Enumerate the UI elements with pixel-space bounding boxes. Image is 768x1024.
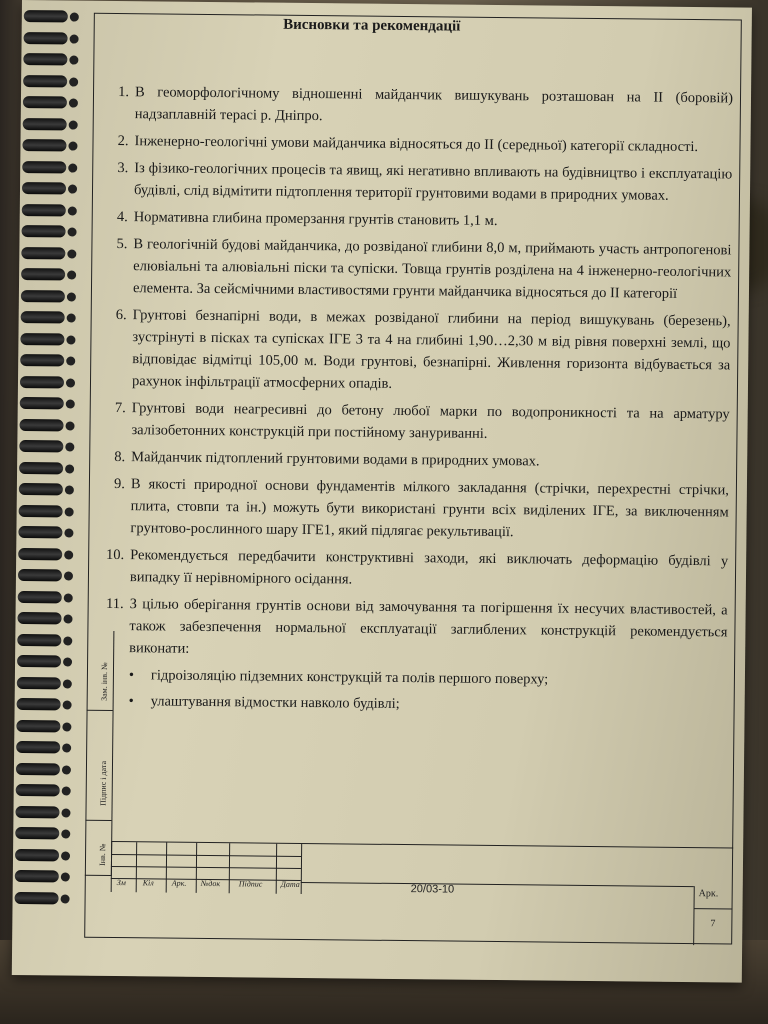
spiral-coil	[16, 741, 60, 753]
item-number: 2.	[117, 133, 129, 150]
binding-hole	[68, 227, 77, 236]
spiral-coil	[16, 719, 60, 731]
binding-hole	[70, 34, 79, 43]
spiral-coil	[23, 53, 67, 65]
binding-hole	[61, 894, 70, 903]
list-item	[98, 304, 731, 399]
binding-hole	[66, 335, 75, 344]
sheet-number: 7	[710, 918, 716, 930]
col-label-ndok: №док	[200, 878, 221, 889]
col-label-data: Дата	[280, 879, 300, 889]
conclusions-list	[95, 81, 734, 723]
spiral-coil	[21, 268, 65, 280]
sheet-box	[693, 886, 733, 945]
item-text: В геоморфологічному відношенні майданчик вишукувань розташован на ІІ (боровій) надзаплавній терасі р. Дніпро.	[134, 84, 734, 125]
col-label-pidpys: Підпис	[238, 879, 263, 889]
item-number: 1.	[118, 84, 130, 101]
item-number: 10.	[105, 546, 125, 564]
binding-hole	[61, 872, 70, 881]
binding-hole	[67, 249, 76, 258]
binding-hole	[68, 184, 77, 193]
spiral-coil	[22, 161, 66, 173]
spiral-coil	[19, 483, 63, 495]
binding-hole	[67, 313, 76, 322]
binding-hole	[62, 786, 71, 795]
spiral-coil	[17, 698, 61, 710]
list-item	[96, 544, 728, 595]
binding-hole	[65, 464, 74, 473]
side-label-replace: Зам. інв. №	[99, 662, 110, 701]
document-page	[12, 0, 752, 983]
spiral-coil	[19, 440, 63, 452]
binding-hole	[65, 507, 74, 516]
spiral-coil	[17, 633, 61, 645]
binding-hole	[63, 636, 72, 645]
binding-hole	[63, 679, 72, 688]
side-label-inventory: Інв. №	[97, 843, 108, 866]
item-number: 6.	[115, 307, 127, 324]
binding-hole	[62, 722, 71, 731]
binding-hole	[64, 593, 73, 602]
binding-hole	[69, 120, 78, 129]
revision-grid	[111, 842, 302, 894]
side-cell-inventory	[85, 821, 112, 876]
spiral-binding	[12, 10, 71, 910]
spiral-coil	[15, 870, 59, 882]
item-number: 11.	[106, 595, 124, 613]
sheet-label: Арк.	[698, 888, 719, 900]
spiral-coil	[20, 354, 64, 366]
spiral-coil	[22, 139, 66, 151]
item-text: В геологічній будові майданчика, до розвіданої глибини 8,0 м, приймають участь антропогенові елювіальні та алювіальні піски та супіски. Товща грунтів розділена на 4 інженерно-геологічних елемента. За сейсмічними властивостями грунти майданчика відносяться до ІІ категорії	[132, 236, 732, 302]
binding-hole	[69, 98, 78, 107]
list-item	[100, 206, 732, 235]
spiral-coil	[23, 96, 67, 108]
side-cell-signature	[85, 711, 112, 821]
binding-hole	[61, 808, 70, 817]
binding-hole	[68, 141, 77, 150]
binding-hole	[62, 765, 71, 774]
list-item	[97, 446, 729, 475]
title-block	[110, 841, 733, 946]
bullet-item	[129, 690, 727, 718]
binding-hole	[66, 356, 75, 365]
item-text: Із фізико-геологічних процесів та явищ, які негативно впливають на будівництво і експлуатацію будівлі, слід відмітити підтоплення території грунтовими водами в природних умовах.	[133, 160, 733, 204]
binding-hole	[67, 270, 76, 279]
item-number: 4.	[116, 209, 128, 226]
binding-hole	[61, 851, 70, 860]
bullet-text: улаштування відмостки навколо будівлі;	[150, 693, 400, 712]
spiral-coil	[21, 247, 65, 259]
bullet-mark: •	[128, 693, 134, 710]
col-label-kil: Кіл	[142, 878, 154, 888]
spiral-coil	[17, 676, 61, 688]
bullet-mark: •	[128, 667, 135, 684]
spiral-coil	[15, 827, 59, 839]
list-item	[99, 233, 732, 306]
list-item	[100, 130, 732, 159]
item-number: 9.	[113, 475, 126, 493]
list-item	[100, 157, 732, 208]
spiral-coil	[16, 784, 60, 796]
binding-hole	[63, 657, 72, 666]
spiral-coil	[17, 655, 61, 667]
spiral-coil	[21, 311, 65, 323]
item-text: Інженерно-геологічні умови майданчика відносяться до ІІ (середньої) категорії складності.	[134, 133, 699, 156]
spiral-coil	[24, 10, 68, 22]
item-text: Майданчик підтоплений грунтовими водами в природних умовах.	[131, 449, 540, 470]
binding-hole	[69, 55, 78, 64]
binding-hole	[63, 614, 72, 623]
item-text: З цілью оберігання грунтів основи від замочування та погіршення їх несучих властивостей, а також забезпечення нормальної експлуатації заглиблених конструкцій рекомендується виконати:	[129, 596, 728, 657]
spiral-coil	[18, 590, 62, 602]
binding-hole	[66, 399, 75, 408]
spiral-coil	[15, 848, 59, 860]
binding-hole	[63, 700, 72, 709]
binding-hole	[65, 442, 74, 451]
spiral-coil	[18, 569, 62, 581]
spiral-coil	[20, 333, 64, 345]
list-item	[95, 593, 728, 666]
binding-hole	[70, 13, 79, 22]
spiral-coil	[16, 762, 60, 774]
bullet-item	[129, 664, 727, 692]
spiral-coil	[22, 225, 66, 237]
binding-hole	[64, 571, 73, 580]
binding-hole	[61, 829, 70, 838]
item-number: 8.	[114, 448, 126, 466]
binding-hole	[64, 550, 73, 559]
spiral-coil	[21, 290, 65, 302]
spiral-coil	[18, 526, 62, 538]
spiral-coil	[22, 182, 66, 194]
item-text: Нормативна глибина промерзання грунтів становить 1,1 м.	[133, 209, 498, 229]
spiral-coil	[24, 32, 68, 44]
item-number: 5.	[116, 236, 128, 253]
spiral-coil	[23, 75, 67, 87]
binding-hole	[66, 378, 75, 387]
item-text: Рекомендується передбачити конструктивні заходи, які виключать деформацію будівлі у випадку її нерівномірного осідання.	[129, 547, 729, 588]
binding-hole	[65, 421, 74, 430]
bullet-text: гідроізоляцію підземних конструкцій та полів першого поверху;	[150, 667, 549, 688]
spiral-coil	[17, 612, 61, 624]
item-number: 3.	[117, 160, 129, 177]
side-stamp	[85, 631, 115, 876]
item-text: В якості природної основи фундаментів мілкого закладання (стрічки, перехрестні стрічки, плита, стовпи та ін.) можуть бути використані грунти всіх виділених ІГЕ, за виключенням грунтово-рослинного шару ІГЕ1, який підлягає рекультивації.	[130, 476, 729, 541]
col-label-ark: Арк.	[171, 878, 187, 888]
spiral-coil	[18, 547, 62, 559]
item-text: Грунтові води неагресивні до бетону любої марки по водопроникності та на арматуру залізобетонних конструкцій при постійному зануриванні.	[131, 400, 730, 442]
page-title: Висновки та рекомендації	[283, 16, 461, 35]
item-number: 7.	[114, 399, 126, 417]
side-cell-replace	[87, 631, 114, 711]
list-item	[101, 81, 733, 132]
binding-hole	[68, 206, 77, 215]
list-item	[97, 397, 729, 448]
item-text: Грунтові безнапірні води, в межах розвіданої глибини на період вишукувань (березень), зустрінуті в пісках та супісках ІГЕ 3 та 4 на глибині 1,90…2,30 м від рівня поверхні землі, що відповідає відмітці 105,00 м. Води грунтові, безнапірні. Живлення горизонта відбувається за рахунок інфільтрації атмосферних опадів.	[131, 307, 731, 392]
spiral-coil	[19, 418, 63, 430]
binding-hole	[62, 743, 71, 752]
spiral-coil	[19, 461, 63, 473]
binding-hole	[64, 528, 73, 537]
spiral-coil	[22, 204, 66, 216]
spiral-coil	[15, 891, 59, 903]
spiral-coil	[19, 504, 63, 516]
document-code: 20/03-10	[410, 883, 455, 896]
binding-hole	[69, 77, 78, 86]
spiral-coil	[20, 397, 64, 409]
binding-hole	[68, 163, 77, 172]
spiral-coil	[15, 805, 59, 817]
spiral-coil	[23, 118, 67, 130]
spiral-coil	[20, 376, 64, 388]
binding-hole	[65, 485, 74, 494]
list-item	[96, 473, 729, 546]
binding-hole	[67, 292, 76, 301]
col-label-zm: Зм	[116, 878, 126, 888]
side-label-signature: Підпис і дата	[98, 760, 109, 806]
